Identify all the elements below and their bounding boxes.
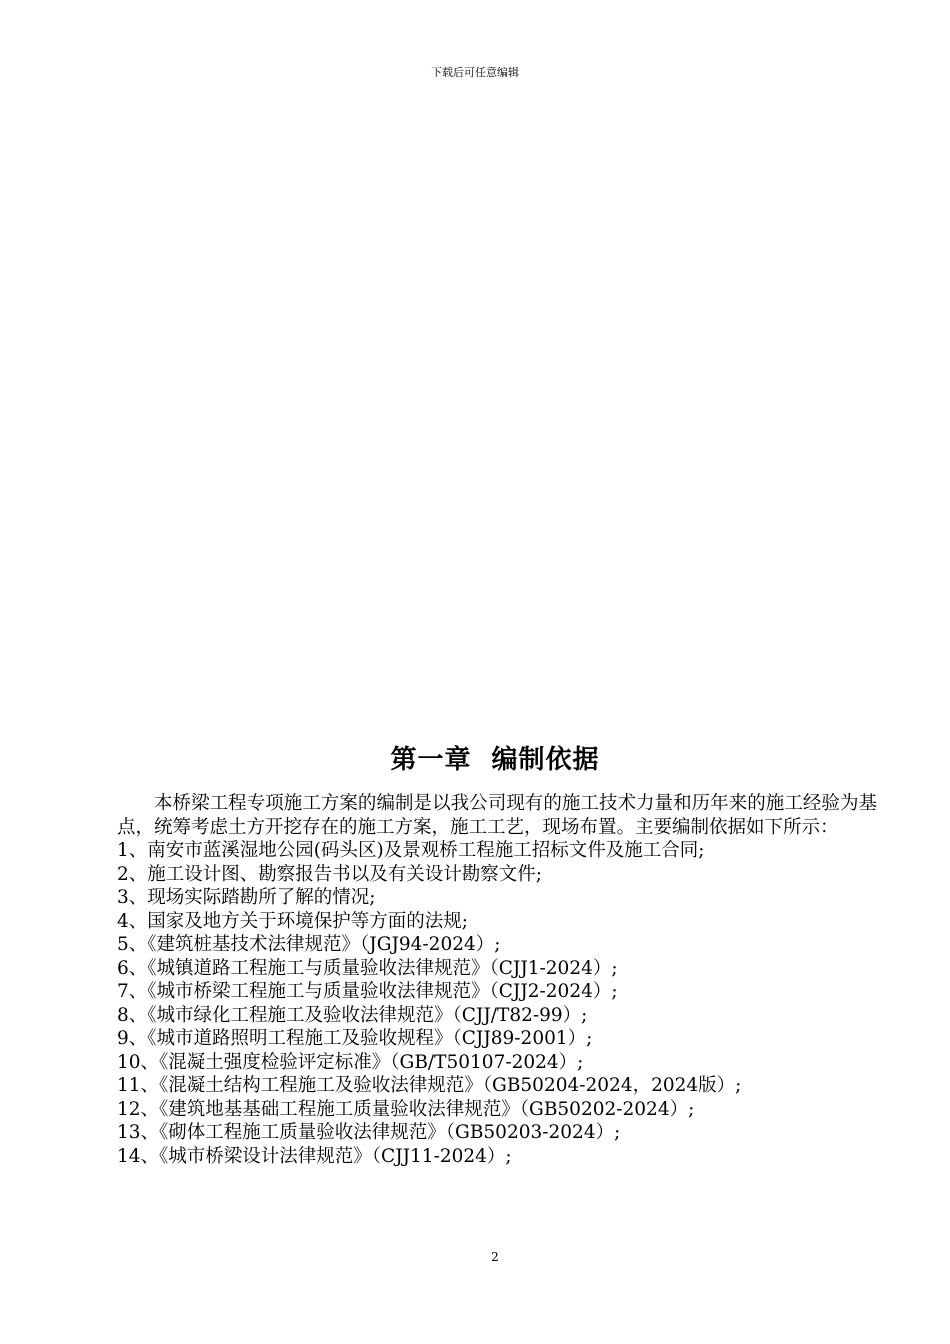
list-item: 8、《城市绿化工程施工及验收法律规范》（CJJ/T82-99）; — [117, 1004, 588, 1026]
list-item: 5、《建筑桩基技术法律规范》（JGJ94-2024）; — [117, 934, 501, 955]
page-header: 下载后可任意编辑 — [431, 66, 519, 79]
list-item: 12、《建筑地基基础工程施工质量验收法律规范》（GB50202-2024）; — [117, 1098, 695, 1120]
intro-paragraph: 本桥梁工程专项施工方案的编制是以我公司现有的施工技术力量和历年来的施工经验为基点，统筹考虑土方开挖存在的施工方案，施工工艺，现场布置。主要编制依据如下所示： — [117, 793, 877, 838]
list-item: 10、《混凝土强度检验评定标准》（GB/T50107-2024）; — [117, 1051, 584, 1073]
list-item: 4、国家及地方关于环境保护等方面的法规; — [117, 910, 469, 932]
page-number: 2 — [491, 1250, 499, 1264]
list-item: 3、现场实际踏勘所了解的情况; — [117, 887, 376, 908]
list-item: 7、《城市桥梁工程施工与质量验收法律规范》（CJJ2-2024）; — [117, 981, 618, 1002]
chapter-title: 第一章 编制依据 — [390, 745, 600, 776]
list-item: 13、《砌体工程施工质量验收法律规范》（GB50203-2024）; — [117, 1122, 621, 1143]
list-item: 2、施工设计图、勘察报告书以及有关设计勘察文件; — [117, 863, 543, 885]
list-item: 6、《城镇道路工程施工与质量验收法律规范》（CJJ1-2024）; — [117, 957, 618, 979]
list-item: 9、《城市道路照明工程施工及验收规程》（CJJ89-2001）; — [117, 1028, 593, 1049]
list-item: 11、《混凝土结构工程施工及验收法律规范》（GB50204-2024，2024版）; — [117, 1075, 742, 1096]
document-body — [117, 792, 877, 1168]
list-item: 1、南安市蓝溪湿地公园(码头区)及景观桥工程施工招标文件及施工合同; — [117, 840, 705, 861]
list-item: 14、《城市桥梁设计法律规范》（CJJ11-2024）; — [117, 1145, 512, 1167]
basis-list — [117, 839, 877, 1168]
